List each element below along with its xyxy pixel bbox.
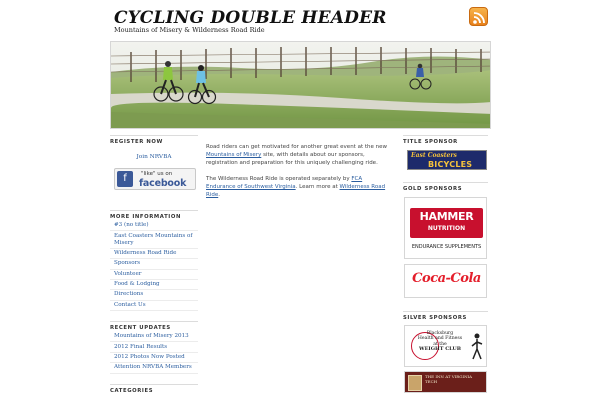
- hammer-tagline: ENDURANCE SUPPLEMENTS: [411, 244, 482, 250]
- hammer-sub: NUTRITION: [427, 225, 466, 232]
- recent-updates-list: [110, 332, 198, 374]
- more-information-list: [110, 221, 198, 311]
- hammer-nutrition-logo[interactable]: [404, 197, 487, 259]
- register-widget: [110, 135, 198, 210]
- weight-club-line1: Blacksburg: [426, 331, 454, 336]
- site-title[interactable]: CYCLING DOUBLE HEADER: [114, 8, 387, 28]
- categories-title: CATEGORIES: [110, 384, 198, 395]
- main-content: [206, 143, 392, 207]
- list-item[interactable]: Mountains of Misery 2013: [110, 332, 198, 342]
- east-coasters-bicycles-text: BICYCLES: [428, 160, 473, 169]
- cyclists-photo: [111, 42, 491, 129]
- fca-endurance-link[interactable]: FCA Endurance of Southwest Virginia: [206, 176, 363, 190]
- list-item[interactable]: Contact Us: [110, 301, 198, 311]
- list-item[interactable]: Directions: [110, 290, 198, 300]
- inn-at-virginia-tech-logo[interactable]: [404, 371, 487, 393]
- inn-crest-icon: [408, 375, 422, 391]
- facebook-like-badge[interactable]: [114, 168, 196, 190]
- mountains-of-misery-link[interactable]: Mountains of Misery: [206, 152, 262, 158]
- wilderness-road-ride-link[interactable]: Wilderness Road Ride: [206, 184, 386, 198]
- intro-paragraph: Road riders can get motivated for another great event at the new Mountains of Misery site, with details about our sponsors, registration and preparation for this uniquely challenging ride.: [206, 144, 387, 166]
- hammer-name: HAMMER: [419, 210, 474, 223]
- list-item[interactable]: Volunteer: [110, 270, 198, 280]
- list-item[interactable]: Sponsors: [110, 259, 198, 269]
- list-item[interactable]: #3 (no title): [110, 221, 198, 231]
- runner-figure-icon: [469, 332, 485, 362]
- register-title: REGISTER NOW: [110, 135, 198, 146]
- title-sponsor-title: TITLE SPONSOR: [403, 135, 488, 146]
- list-item[interactable]: East Coasters Mountains of Misery: [110, 231, 198, 248]
- header-banner-image: [110, 41, 491, 129]
- weight-club-line4: WEIGHT CLUB: [418, 346, 462, 353]
- inn-text: THE INN AT VIRGINIA TECH: [425, 374, 473, 384]
- east-coasters-script: East Coasters: [411, 152, 457, 159]
- facebook-wordmark: facebook: [139, 178, 187, 189]
- list-item[interactable]: 2012 Photos Now Posted: [110, 353, 198, 363]
- site-tagline: Mountains of Misery & Wilderness Road Ride: [114, 26, 265, 34]
- recent-updates-widget: [110, 321, 198, 374]
- weight-club-line3: at the: [433, 341, 447, 347]
- facebook-f-icon: f: [117, 171, 133, 187]
- silver-sponsors-title: SILVER SPONSORS: [403, 311, 488, 322]
- left-sidebar: [110, 135, 198, 395]
- join-nrvba-link[interactable]: Join NRVBA: [136, 154, 172, 160]
- site-header: [0, 0, 600, 130]
- weight-club-logo[interactable]: [404, 325, 487, 367]
- more-information-title: MORE INFORMATION: [110, 210, 198, 221]
- list-item[interactable]: Food & Lodging: [110, 280, 198, 290]
- recent-updates-title: RECENT UPDATES: [110, 321, 198, 332]
- more-information-widget: [110, 210, 198, 311]
- weight-club-line2: Health and Fitness: [417, 336, 463, 342]
- list-item[interactable]: 2012 Final Results: [110, 342, 198, 352]
- east-coasters-logo[interactable]: [407, 150, 487, 170]
- rss-icon[interactable]: [469, 7, 488, 26]
- wilderness-paragraph: The Wilderness Road Ride is operated separately by FCA Endurance of Southwest Virginia. Learn more at Wilderness Road Ride.: [206, 176, 386, 198]
- right-sidebar: [403, 135, 488, 393]
- categories-widget: [110, 384, 198, 395]
- coca-cola-logo[interactable]: [404, 264, 487, 298]
- facebook-like-text: "like" us on: [141, 171, 173, 177]
- coca-cola-wordmark: Coca-Cola: [412, 271, 481, 286]
- list-item[interactable]: Attention NRVBA Members: [110, 363, 198, 373]
- list-item[interactable]: Wilderness Road Ride: [110, 249, 198, 259]
- gold-sponsors-title: GOLD SPONSORS: [403, 182, 488, 193]
